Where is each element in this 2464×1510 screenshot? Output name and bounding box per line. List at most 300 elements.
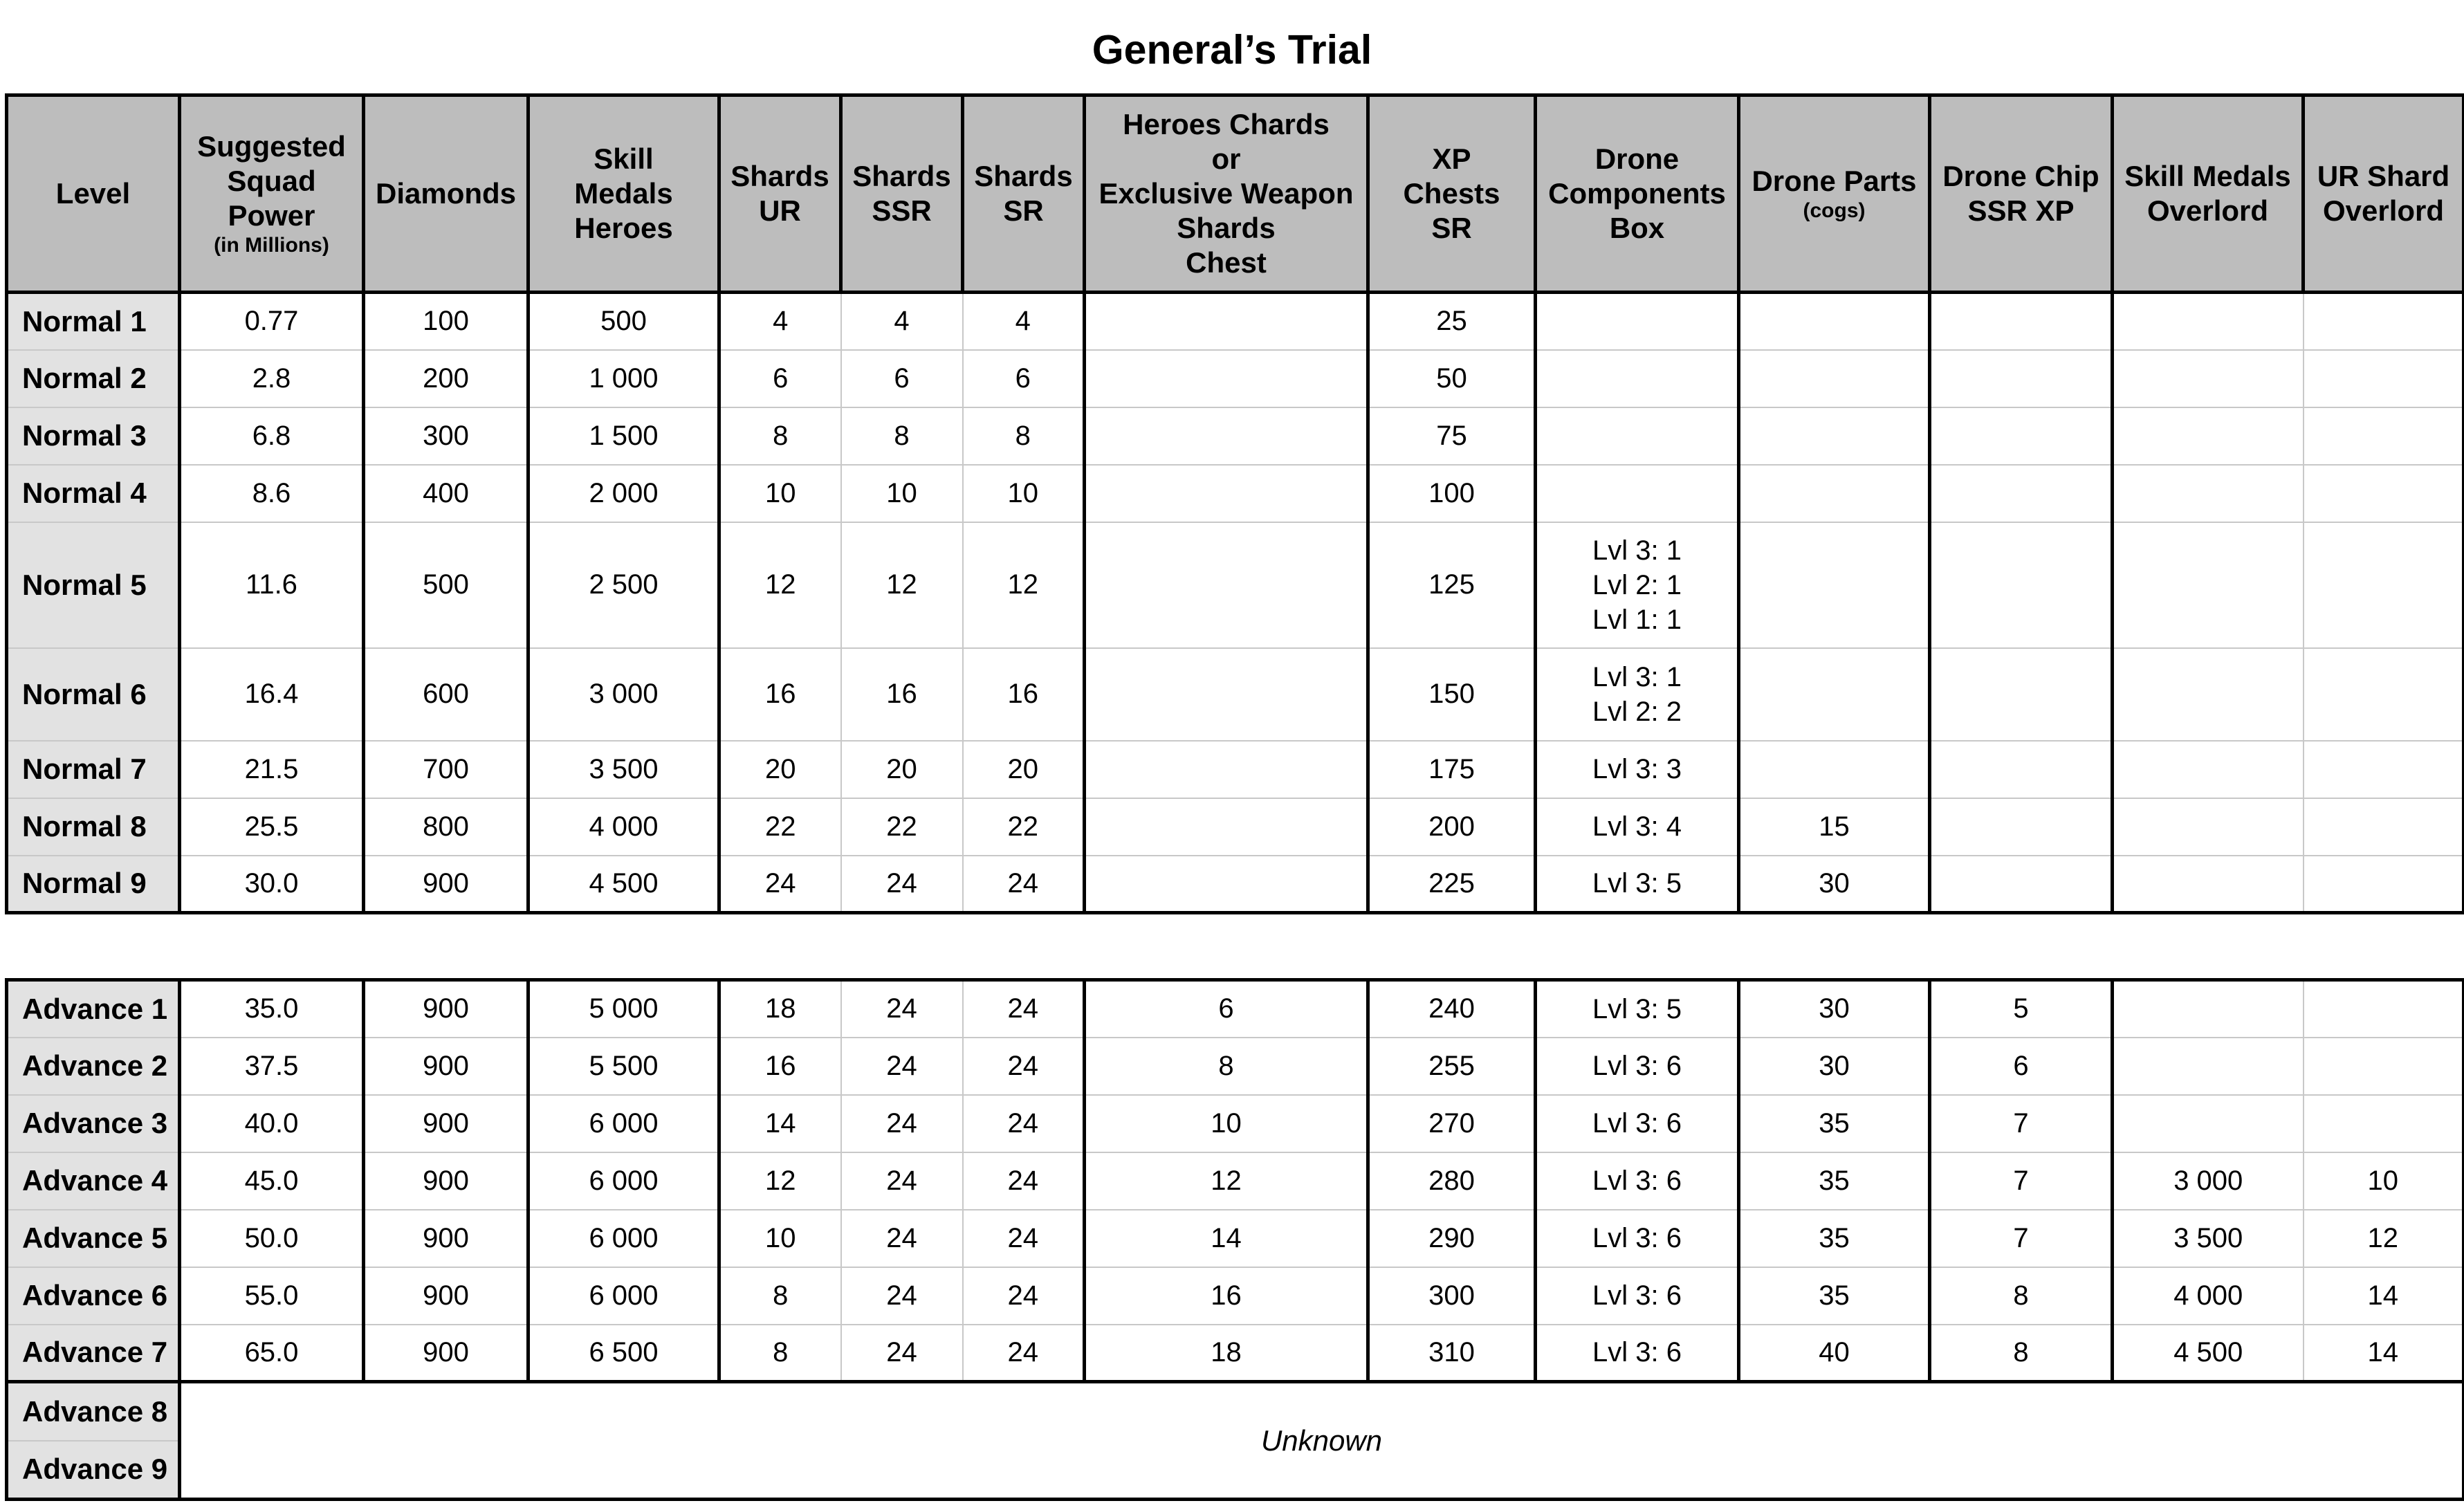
table-cell: 14 <box>1085 1210 1368 1267</box>
column-header-line: Drone Chip <box>1942 160 2099 192</box>
table-cell: 14 <box>2304 1325 2464 1382</box>
drone-components-line: Lvl 3: 4 <box>1592 811 1682 842</box>
table-header-row <box>7 95 2464 293</box>
table-cell: 22 <box>963 798 1085 856</box>
column-header-line: or <box>1211 142 1241 175</box>
table-cell <box>1930 648 2113 741</box>
column-header-line: Shards <box>974 160 1073 192</box>
table-cell <box>1085 522 1368 648</box>
table-cell <box>1085 465 1368 522</box>
table-cell: 18 <box>1085 1325 1368 1382</box>
table-cell: 24 <box>841 856 963 913</box>
column-header-line: UR <box>759 194 801 227</box>
drone-components-cell <box>1536 1267 1739 1325</box>
drone-components-cell <box>1536 1325 1739 1382</box>
drone-components-cell <box>1536 798 1739 856</box>
table-cell <box>2304 741 2464 798</box>
table-cell: 20 <box>719 741 841 798</box>
table-cell: 24 <box>719 856 841 913</box>
table-cell <box>1930 856 2113 913</box>
column-header-line: Shards <box>730 160 829 192</box>
column-header-line: Suggested <box>197 130 346 163</box>
table-cell: 6 000 <box>528 1210 719 1267</box>
table-cell: 6.8 <box>180 407 364 465</box>
table-cell: 225 <box>1368 856 1536 913</box>
column-header-line: Box <box>1609 212 1665 244</box>
table-cell: 24 <box>963 980 1085 1038</box>
table-cell: 24 <box>841 1038 963 1095</box>
table-cell: 24 <box>963 1267 1085 1325</box>
table-cell: 5 <box>1930 980 2113 1038</box>
table-cell <box>2113 293 2304 350</box>
table-cell: 24 <box>841 1325 963 1382</box>
table-cell: 3 500 <box>2113 1210 2304 1267</box>
table-row <box>7 798 2464 856</box>
table-cell: 21.5 <box>180 741 364 798</box>
table-cell: 50 <box>1368 350 1536 407</box>
table-cell: 900 <box>364 1095 528 1152</box>
column-header <box>1536 95 1739 293</box>
table-cell: 2 500 <box>528 522 719 648</box>
table-cell: 1 000 <box>528 350 719 407</box>
table-cell: 3 500 <box>528 741 719 798</box>
table-cell: 30.0 <box>180 856 364 913</box>
column-header <box>528 95 719 293</box>
level-cell: Advance 6 <box>7 1267 180 1325</box>
table-row <box>7 1267 2464 1325</box>
table-cell: 16 <box>719 1038 841 1095</box>
drone-components-cell <box>1536 407 1739 465</box>
table-row <box>7 1382 2464 1441</box>
table-cell: 7 <box>1930 1210 2113 1267</box>
column-header-line: Overlord <box>2322 194 2445 227</box>
table-cell <box>2304 465 2464 522</box>
table-cell: 900 <box>364 1267 528 1325</box>
table-cell: 16.4 <box>180 648 364 741</box>
level-cell: Normal 3 <box>7 407 180 465</box>
table-cell: 6 <box>841 350 963 407</box>
table-cell <box>2113 1038 2304 1095</box>
column-header-line: Drone <box>1594 142 1680 175</box>
table-cell: 30 <box>1739 856 1930 913</box>
table-cell <box>2304 798 2464 856</box>
table-cell: 8 <box>1930 1325 2113 1382</box>
table-cell: 4 000 <box>528 798 719 856</box>
table-cell: 24 <box>963 1152 1085 1210</box>
table-cell: 16 <box>1085 1267 1368 1325</box>
table-cell: 15 <box>1739 798 1930 856</box>
table-cell: 37.5 <box>180 1038 364 1095</box>
column-header <box>1930 95 2113 293</box>
table-cell: 3 000 <box>2113 1152 2304 1210</box>
table-cell: 12 <box>1085 1152 1368 1210</box>
table-cell <box>2113 1095 2304 1152</box>
table-cell <box>1739 522 1930 648</box>
table-cell: 24 <box>841 980 963 1038</box>
table-cell <box>2113 465 2304 522</box>
table-cell: 2 000 <box>528 465 719 522</box>
table-row <box>7 1152 2464 1210</box>
table-cell <box>2113 407 2304 465</box>
drone-components-cell <box>1536 522 1739 648</box>
table-cell <box>2304 856 2464 913</box>
level-cell: Normal 1 <box>7 293 180 350</box>
column-header-note: (cogs) <box>1803 199 1866 222</box>
drone-components-line: Lvl 1: 1 <box>1592 604 1682 635</box>
table-cell: 100 <box>1368 465 1536 522</box>
drone-components-line: Lvl 3: 1 <box>1592 661 1682 692</box>
table-row <box>7 407 2464 465</box>
drone-components-line: Lvl 2: 2 <box>1592 696 1682 727</box>
table-cell <box>2113 648 2304 741</box>
table-cell: 400 <box>364 465 528 522</box>
table-cell: 300 <box>364 407 528 465</box>
table-cell: 35 <box>1739 1152 1930 1210</box>
level-cell: Normal 6 <box>7 648 180 741</box>
level-cell: Advance 2 <box>7 1038 180 1095</box>
level-cell: Normal 5 <box>7 522 180 648</box>
column-header-line: Diamonds <box>375 177 517 210</box>
table-cell: 310 <box>1368 1325 1536 1382</box>
table-cell: 255 <box>1368 1038 1536 1095</box>
table-cell: 1 500 <box>528 407 719 465</box>
column-header-line: SSR <box>872 194 932 227</box>
table-cell: 35.0 <box>180 980 364 1038</box>
table-cell <box>1085 407 1368 465</box>
column-header-line: Heroes <box>574 212 673 244</box>
table-row <box>7 648 2464 741</box>
table-cell: 500 <box>528 293 719 350</box>
table-cell <box>2304 1038 2464 1095</box>
level-cell: Advance 8 <box>7 1382 180 1441</box>
column-header <box>180 95 364 293</box>
table-cell: 14 <box>2304 1267 2464 1325</box>
table-cell <box>2113 798 2304 856</box>
normal-levels-table <box>5 93 2464 914</box>
table-cell <box>1085 856 1368 913</box>
table-cell: 4 <box>841 293 963 350</box>
table-cell: 10 <box>841 465 963 522</box>
table-cell: 270 <box>1368 1095 1536 1152</box>
drone-components-cell <box>1536 741 1739 798</box>
table-cell: 700 <box>364 741 528 798</box>
table-cell: 6 <box>1930 1038 2113 1095</box>
table-cell: 8 <box>719 1267 841 1325</box>
column-header-line: Skill <box>594 142 654 175</box>
table-cell: 40 <box>1739 1325 1930 1382</box>
table-cell: 18 <box>719 980 841 1038</box>
column-header-line: Chest <box>1186 246 1267 279</box>
table-cell: 16 <box>963 648 1085 741</box>
table-cell: 24 <box>841 1267 963 1325</box>
table-cell: 35 <box>1739 1095 1930 1152</box>
table-cell: 45.0 <box>180 1152 364 1210</box>
table-cell: 200 <box>364 350 528 407</box>
drone-components-line: Lvl 3: 6 <box>1592 1337 1682 1368</box>
table-cell: 24 <box>963 1325 1085 1382</box>
drone-components-cell <box>1536 293 1739 350</box>
table-cell <box>2304 407 2464 465</box>
table-cell: 6 500 <box>528 1325 719 1382</box>
column-header-line: SR <box>1431 212 1472 244</box>
table-cell: 6 000 <box>528 1095 719 1152</box>
table-cell: 25.5 <box>180 798 364 856</box>
table-row <box>7 350 2464 407</box>
table-cell <box>1739 741 1930 798</box>
table-cell: 8 <box>719 1325 841 1382</box>
table-cell: 22 <box>841 798 963 856</box>
table-cell: 6 <box>1085 980 1368 1038</box>
drone-components-line: Lvl 3: 6 <box>1592 1280 1682 1311</box>
table-cell: 125 <box>1368 522 1536 648</box>
table-cell: 40.0 <box>180 1095 364 1152</box>
table-cell: 65.0 <box>180 1325 364 1382</box>
column-header-line: Level <box>55 177 131 210</box>
drone-components-line: Lvl 3: 3 <box>1592 754 1682 784</box>
table-cell: 4 500 <box>2113 1325 2304 1382</box>
column-header <box>719 95 841 293</box>
table-cell: 5 500 <box>528 1038 719 1095</box>
table-row <box>7 1095 2464 1152</box>
table-cell: 175 <box>1368 741 1536 798</box>
table-cell <box>1930 407 2113 465</box>
column-header-line: Overlord <box>2146 194 2269 227</box>
table-cell: 280 <box>1368 1152 1536 1210</box>
level-cell: Advance 7 <box>7 1325 180 1382</box>
column-header-line: SR <box>1003 194 1044 227</box>
column-header-line: SSR XP <box>1967 194 2075 227</box>
drone-components-cell <box>1536 465 1739 522</box>
table-cell <box>2113 856 2304 913</box>
table-cell <box>2304 980 2464 1038</box>
drone-components-cell <box>1536 980 1739 1038</box>
table-cell <box>2304 522 2464 648</box>
table-cell <box>1739 465 1930 522</box>
table-cell: 8 <box>963 407 1085 465</box>
column-header-line: UR Shard <box>2317 160 2450 192</box>
table-cell: 800 <box>364 798 528 856</box>
table-cell <box>1085 741 1368 798</box>
column-header-note: (in Millions) <box>214 234 329 257</box>
table-cell: 7 <box>1930 1095 2113 1152</box>
level-cell: Advance 9 <box>7 1441 180 1500</box>
table-cell: 5 000 <box>528 980 719 1038</box>
table-cell <box>2113 350 2304 407</box>
level-cell: Advance 3 <box>7 1095 180 1152</box>
table-row <box>7 1325 2464 1382</box>
table-cell: 900 <box>364 1152 528 1210</box>
column-header-line: Squad <box>227 165 316 197</box>
table-cell: 24 <box>963 1210 1085 1267</box>
drone-components-cell <box>1536 1038 1739 1095</box>
level-cell: Advance 1 <box>7 980 180 1038</box>
column-header <box>841 95 963 293</box>
column-header-line: Heroes Chards <box>1123 108 1330 140</box>
table-cell: 10 <box>1085 1095 1368 1152</box>
table-cell: 20 <box>963 741 1085 798</box>
table-cell: 35 <box>1739 1267 1930 1325</box>
table-cell: 240 <box>1368 980 1536 1038</box>
drone-components-cell <box>1536 648 1739 741</box>
advance-levels-table <box>5 978 2464 1501</box>
table-cell: 25 <box>1368 293 1536 350</box>
table-cell <box>1930 798 2113 856</box>
table-row <box>7 856 2464 913</box>
table-cell: 8 <box>1085 1038 1368 1095</box>
table-row <box>7 1038 2464 1095</box>
table-cell: 4 500 <box>528 856 719 913</box>
column-header <box>1368 95 1536 293</box>
table-cell <box>2304 293 2464 350</box>
table-cell <box>1085 350 1368 407</box>
table-cell: 12 <box>963 522 1085 648</box>
level-cell: Normal 8 <box>7 798 180 856</box>
table-cell: 20 <box>841 741 963 798</box>
table-cell: 200 <box>1368 798 1536 856</box>
column-header-line: XP <box>1432 142 1471 175</box>
table-row <box>7 741 2464 798</box>
table-row <box>7 293 2464 350</box>
column-header <box>7 95 180 293</box>
table-cell: 11.6 <box>180 522 364 648</box>
level-cell: Advance 4 <box>7 1152 180 1210</box>
table-cell: 500 <box>364 522 528 648</box>
column-header-line: Exclusive Weapon <box>1098 177 1354 210</box>
drone-components-line: Lvl 3: 5 <box>1592 993 1682 1024</box>
table-cell: 30 <box>1739 1038 1930 1095</box>
table-cell: 24 <box>963 1038 1085 1095</box>
table-cell: 55.0 <box>180 1267 364 1325</box>
drone-components-line: Lvl 3: 6 <box>1592 1223 1682 1253</box>
table-cell: 8 <box>841 407 963 465</box>
table-cell: 900 <box>364 1210 528 1267</box>
table-cell <box>1930 522 2113 648</box>
drone-components-cell <box>1536 856 1739 913</box>
table-cell: 24 <box>841 1095 963 1152</box>
table-cell: 7 <box>1930 1152 2113 1210</box>
level-cell: Normal 9 <box>7 856 180 913</box>
table-cell <box>1739 648 1930 741</box>
table-cell <box>1085 293 1368 350</box>
table-cell <box>1930 741 2113 798</box>
table-cell: 24 <box>841 1152 963 1210</box>
table-cell: 8 <box>1930 1267 2113 1325</box>
table-cell: 35 <box>1739 1210 1930 1267</box>
table-row <box>7 522 2464 648</box>
table-cell <box>2304 1095 2464 1152</box>
table-cell: 4 <box>963 293 1085 350</box>
table-cell: 900 <box>364 980 528 1038</box>
table-cell: 12 <box>841 522 963 648</box>
table-cell <box>2113 522 2304 648</box>
table-cell: 900 <box>364 1325 528 1382</box>
table-cell: 10 <box>719 1210 841 1267</box>
table-cell: 24 <box>963 1095 1085 1152</box>
table-cell: 14 <box>719 1095 841 1152</box>
table-cell <box>1085 798 1368 856</box>
drone-components-line: Lvl 2: 1 <box>1592 569 1682 600</box>
table-cell: 2.8 <box>180 350 364 407</box>
table-cell: 3 000 <box>528 648 719 741</box>
table-cell: 6 <box>963 350 1085 407</box>
column-header-line: Shards <box>1177 212 1276 244</box>
level-cell: Advance 5 <box>7 1210 180 1267</box>
level-cell: Normal 2 <box>7 350 180 407</box>
table-cell: 10 <box>963 465 1085 522</box>
column-header <box>364 95 528 293</box>
column-header-line: Power <box>228 199 315 232</box>
column-header <box>1085 95 1368 293</box>
column-header <box>2304 95 2464 293</box>
table-cell <box>2304 648 2464 741</box>
table-cell <box>2113 741 2304 798</box>
drone-components-line: Lvl 3: 6 <box>1592 1051 1682 1081</box>
column-header-line: Medals <box>574 177 673 210</box>
table-cell: 100 <box>364 293 528 350</box>
level-cell: Normal 7 <box>7 741 180 798</box>
table-cell <box>1930 293 2113 350</box>
table-cell: 16 <box>719 648 841 741</box>
table-cell: 4 <box>719 293 841 350</box>
table-cell: 900 <box>364 856 528 913</box>
table-cell <box>1085 648 1368 741</box>
table-row <box>7 1210 2464 1267</box>
table-cell <box>1930 465 2113 522</box>
table-cell: 22 <box>719 798 841 856</box>
table-cell: 10 <box>719 465 841 522</box>
table-cell: 24 <box>963 856 1085 913</box>
table-cell: 150 <box>1368 648 1536 741</box>
table-cell: 290 <box>1368 1210 1536 1267</box>
table-cell: 0.77 <box>180 293 364 350</box>
table-cell: 8.6 <box>180 465 364 522</box>
level-cell: Normal 4 <box>7 465 180 522</box>
table-cell: 6 000 <box>528 1267 719 1325</box>
table-cell: 30 <box>1739 980 1930 1038</box>
drone-components-line: Lvl 3: 1 <box>1592 535 1682 566</box>
table-cell <box>1739 407 1930 465</box>
column-header-line: Components <box>1548 177 1726 210</box>
table-cell <box>1739 293 1930 350</box>
table-cell: 900 <box>364 1038 528 1095</box>
column-header <box>1739 95 1930 293</box>
drone-components-cell <box>1536 350 1739 407</box>
table-cell <box>2304 350 2464 407</box>
column-header <box>2113 95 2304 293</box>
drone-components-cell <box>1536 1095 1739 1152</box>
table-cell: 300 <box>1368 1267 1536 1325</box>
drone-components-line: Lvl 3: 6 <box>1592 1108 1682 1139</box>
drone-components-line: Lvl 3: 6 <box>1592 1166 1682 1196</box>
table-cell: 12 <box>2304 1210 2464 1267</box>
table-cell: 75 <box>1368 407 1536 465</box>
table-cell <box>1739 350 1930 407</box>
table-cell: 50.0 <box>180 1210 364 1267</box>
table-cell: 6 000 <box>528 1152 719 1210</box>
column-header-line: Skill Medals <box>2124 160 2291 192</box>
table-cell <box>2113 980 2304 1038</box>
table-cell: 600 <box>364 648 528 741</box>
table-row <box>7 465 2464 522</box>
drone-components-cell <box>1536 1152 1739 1210</box>
table-cell: 4 000 <box>2113 1267 2304 1325</box>
drone-components-line: Lvl 3: 5 <box>1592 868 1682 899</box>
unknown-cell: Unknown <box>180 1382 2464 1500</box>
table-cell <box>1930 350 2113 407</box>
page-title: General’s Trial <box>1092 27 1372 73</box>
table-cell: 10 <box>2304 1152 2464 1210</box>
column-header-line: Drone Parts <box>1752 165 1917 197</box>
